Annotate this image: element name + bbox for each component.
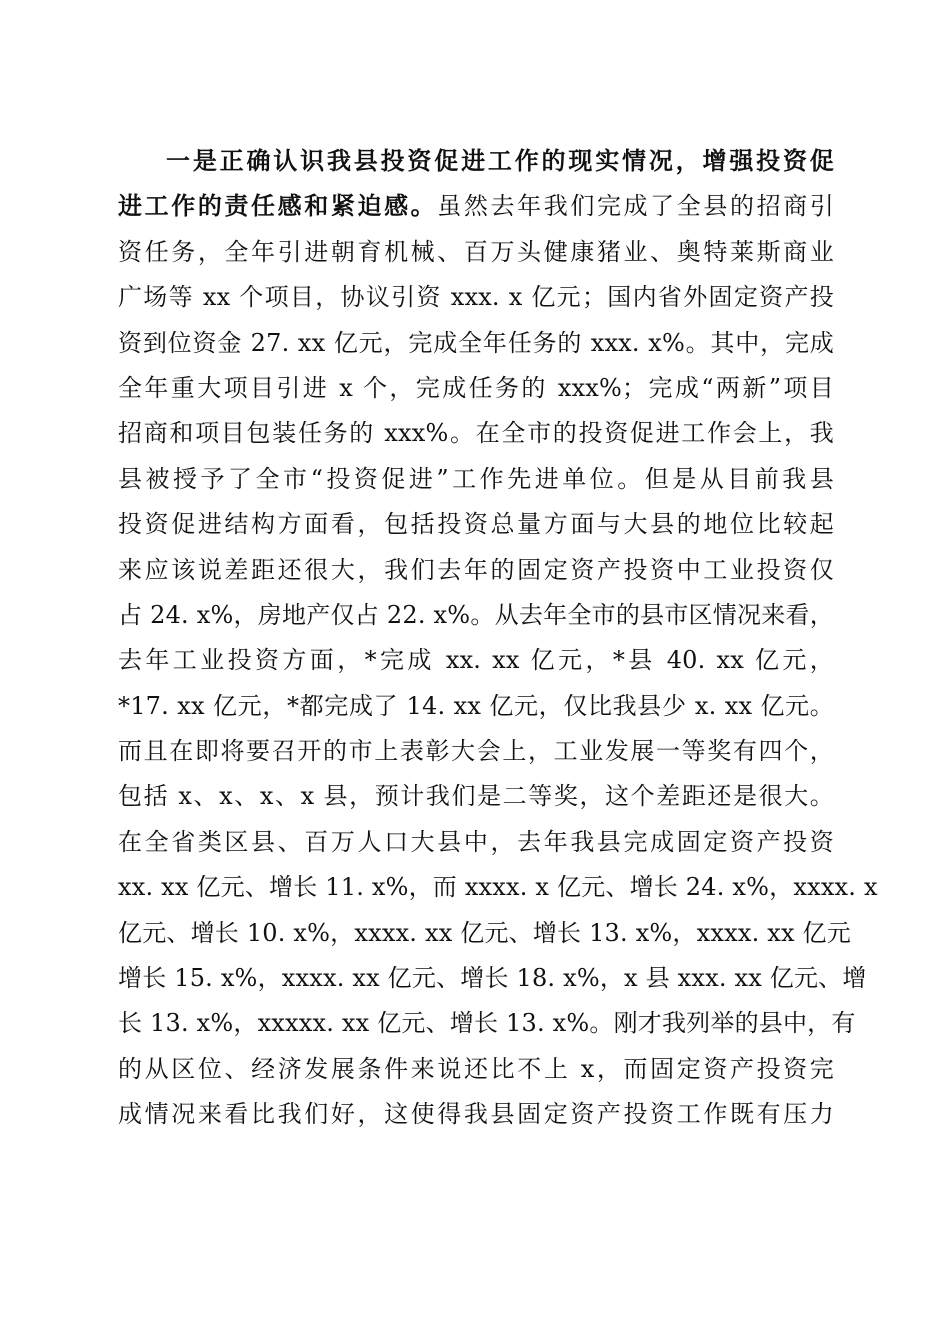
text-line (118, 592, 834, 637)
line-text: 亿元、增长 10. x%，xxxx. xx 亿元、增长 13. x%，xxxx. xx 亿元 (118, 918, 851, 947)
text-line (118, 456, 834, 501)
text-line (118, 637, 834, 682)
line-text: 资到位资金 27. xx 亿元，完成全年任务的 xxx. x%。其中，完成 (118, 328, 834, 357)
text-line (118, 547, 834, 592)
text-line (118, 183, 834, 228)
text-line (118, 728, 834, 773)
text-line (118, 1046, 834, 1091)
line-text: 全年重大项目引进 x 个，完成任务的 xxx%；完成“两新”项目 (118, 373, 834, 402)
text-line (118, 955, 867, 1000)
line-text: 广场等 xx 个项目，协议引资 xxx. x 亿元；国内省外固定资产投 (118, 283, 834, 312)
text-line (118, 365, 834, 410)
text-line (118, 910, 851, 955)
text-line (118, 864, 878, 909)
line-text: 在全省类区县、百万人口大县中，去年我县完成固定资产投资 (118, 827, 834, 856)
bold-heading-text: 进工作的责任感和紧迫感。 (118, 191, 438, 221)
line-text: 招商和项目包装任务的 xxx%。在全市的投资促进工作会上，我 (118, 419, 834, 448)
text-line (118, 683, 834, 728)
paragraph (118, 138, 878, 1137)
text-line (118, 410, 834, 455)
line-text: 增长 15. x%，xxxx. xx 亿元、增长 18. x%，x 县 xxx. xx 亿元、增 (118, 964, 867, 993)
line-text: *17. xx 亿元，*都完成了 14. xx 亿元，仅比我县少 x. xx 亿元。 (118, 691, 834, 720)
text-line (118, 819, 834, 864)
line-text: 虽然去年我们完成了全县的招商引 (437, 192, 835, 221)
line-text: 去年工业投资方面，*完成 xx. xx 亿元，*县 40. xx 亿元， (118, 646, 834, 675)
line-text: 而且在即将要召开的市上表彰大会上，工业发展一等奖有四个， (118, 737, 834, 766)
text-line (118, 138, 834, 183)
text-line (118, 229, 834, 274)
line-text: 来应该说差距还很大，我们去年的固定资产投资中工业投资仅 (118, 555, 834, 584)
text-line (118, 501, 834, 546)
line-text: 投资促进结构方面看，包括投资总量方面与大县的地位比较起 (118, 510, 834, 539)
line-text: xx. xx 亿元、增长 11. x%，而 xxxx. x 亿元、增长 24. x%，xxxx. x (118, 873, 878, 902)
line-text: 占 24. x%，房地产仅占 22. x%。从去年全市的县市区情况来看， (118, 600, 834, 629)
text-line (118, 274, 834, 319)
text-line (118, 1000, 856, 1045)
line-text: 的从区位、经济发展条件来说还比不上 x，而固定资产投资完 (118, 1054, 834, 1083)
bold-heading-text: 一是正确认识我县投资促进工作的现实情况，增强投资促 (166, 146, 834, 175)
line-text: 成情况来看比我们好，这使得我县固定资产投资工作既有压力 (118, 1100, 834, 1129)
line-text: 包括 x、x、x、x 县，预计我们是二等奖，这个差距还是很大。 (118, 782, 834, 811)
text-line (118, 320, 834, 365)
text-line (118, 773, 834, 818)
line-text: 县被授予了全市“投资促进”工作先进单位。但是从目前我县 (118, 464, 834, 493)
line-text: 长 13. x%，xxxxx. xx 亿元、增长 13. x%。刚才我列举的县中，有 (118, 1009, 856, 1038)
line-text: 资任务，全年引进朝育机械、百万头健康猪业、奥特莱斯商业 (118, 237, 834, 266)
text-line (118, 1091, 834, 1136)
